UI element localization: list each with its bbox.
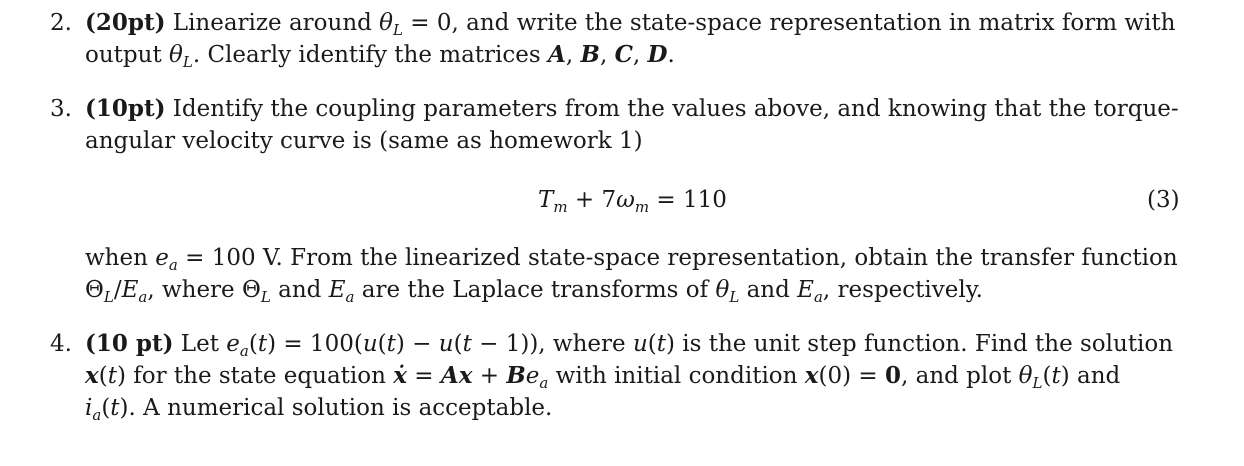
problem-2-points: (20pt)	[85, 9, 166, 36]
equation-3-number: (3)	[1147, 187, 1180, 213]
problem-3-number: 3.	[50, 96, 72, 122]
problem-2-number: 2.	[50, 10, 72, 36]
problem-4-line-1: (10 pt) Let $e_a(t) = 100(u(t) - u(t - 1))$, where u(t) is the unit step function. Find the solution	[85, 330, 1174, 360]
problem-3-line-2: angular velocity curve is (same as homework 1)	[85, 128, 643, 154]
problem-3-line-4: $\Theta_L/E_a$, where $\Theta_L$ and $E_a$ are the Laplace transforms of $\theta_L$ and $E_a$, respectively.	[85, 277, 983, 306]
problem-4-number: 4.	[50, 331, 72, 357]
problem-3-line-1: (10pt) Identify the coupling parameters from the values above, and knowing that the torque-	[85, 95, 1179, 122]
equation-3: $T_m + 7\omega_m = 110$	[538, 187, 727, 216]
problem-2-line-1: (20pt) Linearize around $\theta_L = 0$, and write the state-space representation in matrix form with	[85, 9, 1176, 39]
problem-4-line-2: x(t) for the state equation ẋ = $Ax + Be_a$ with initial condition x(0) = 0, and plot $\theta_L(t)$ and	[85, 362, 1121, 392]
problem-2-line-2: output $\theta_L$. Clearly identify the matrices A, B, C, D.	[85, 41, 675, 71]
problem-4-line-3: $i_a(t)$. A numerical solution is acceptable.	[85, 395, 553, 424]
problem-4-points: (10 pt)	[85, 330, 174, 357]
problem-3-points: (10pt)	[85, 95, 166, 122]
problem-3-line-3: when $e_a = 100$ V. From the linearized state-space representation, obtain the transfer function	[85, 245, 1178, 274]
